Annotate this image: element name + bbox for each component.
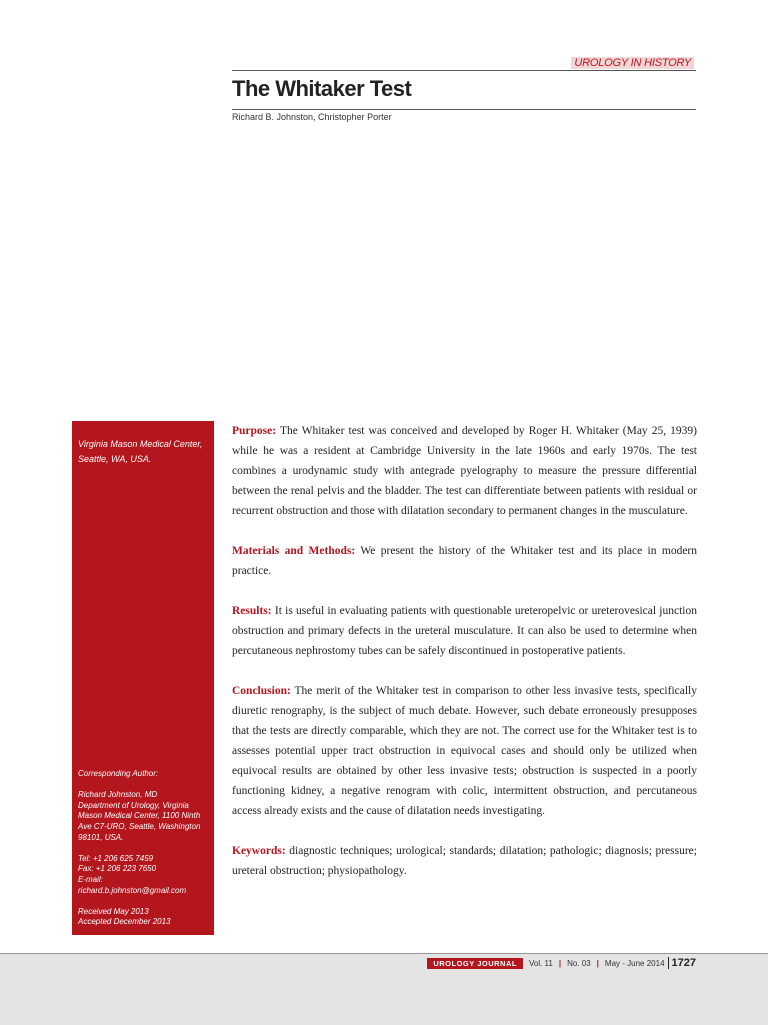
purpose-text: The Whitaker test was conceived and developed by Roger H. Whitaker (May 25, 1939) while he was a resident at Cambridge University in the late 1960s and early 1970s. The test combines a urodynamic study with antegrade pyelography to measure the pressure differential between the renal pelvis and the bladder. The test can differentiate between patients with residual or recurrent obstruction and those with dilatation secondary to permanent changes in the musculature. bbox=[232, 425, 697, 517]
correspondence-block bbox=[78, 769, 212, 928]
methods-paragraph bbox=[232, 541, 697, 581]
methods-text: We present the history of the Whitaker test and its place in modern practice. bbox=[232, 545, 698, 577]
issue-date: May - June 2014 bbox=[604, 958, 665, 968]
results-text: It is useful in evaluating patients with questionable ureteropelvic or ureterovesical junction obstruction and primary defects in the ureteral musculature. It can also be used to determine when percutaneous nephrostomy tubes can be safely discontinued in postoperative patients. bbox=[232, 605, 697, 657]
footer-bar bbox=[427, 957, 696, 969]
author-list: Richard B. Johnston, Christopher Porter bbox=[232, 112, 392, 122]
keywords-label: Keywords: bbox=[232, 845, 286, 857]
sidebar-panel bbox=[72, 421, 214, 935]
corresponding-author-label: Corresponding Author: bbox=[78, 769, 159, 778]
title-underline-rule bbox=[232, 109, 696, 110]
article-title: The Whitaker Test bbox=[232, 76, 412, 101]
affiliation-text: Virginia Mason Medical Center, Seattle, WA, USA. bbox=[78, 439, 203, 464]
submission-dates: Received May 2013 Accepted December 2013 bbox=[78, 906, 171, 927]
contact-info: Tel: +1 206 625 7459 Fax: +1 206 223 7650 E-mail: richard.b.johnston@gmail.com bbox=[78, 853, 187, 895]
section-tag: UROLOGY IN HISTORY bbox=[571, 57, 694, 69]
conclusion-label: Conclusion: bbox=[232, 685, 291, 697]
header-top-rule bbox=[232, 70, 696, 71]
purpose-label: Purpose: bbox=[232, 425, 277, 437]
corresponding-address: Richard Johnston, MD Department of Urology, Virginia Mason Medical Center, 1100 Ninth Ave C7-URO, Seattle, Washington 98101, USA. bbox=[78, 790, 201, 842]
methods-label: Materials and Methods: bbox=[232, 545, 356, 557]
results-paragraph bbox=[232, 601, 697, 661]
abstract-body bbox=[232, 421, 697, 901]
keywords-paragraph bbox=[232, 841, 697, 881]
keywords-text: diagnostic techniques; urological; standards; dilatation; pathologic; diagnosis; pressure; ureteral obstruction; physiopathology. bbox=[232, 845, 697, 877]
purpose-paragraph bbox=[232, 421, 697, 521]
separator: | bbox=[558, 958, 562, 968]
conclusion-paragraph bbox=[232, 681, 697, 821]
page-footer bbox=[0, 953, 768, 1025]
page-number: 1727 bbox=[668, 957, 696, 969]
issue-number: No. 03 bbox=[567, 958, 591, 968]
volume-label: Vol. 11 bbox=[528, 958, 553, 968]
results-label: Results: bbox=[232, 605, 272, 617]
conclusion-text: The merit of the Whitaker test in comparison to other less invasive tests, specifically diuretic renography, is the subject of much debate. However, such debate erroneously presupposes that the tests are directly comparable, which they are not. The correct use for the Whitaker test is to assesses potential upper tract obstruction in equivocal cases and should only be utilized when equivocal results are obtained by other less invasive tests; obstruction is suspected in a poorly functioning kidney, a negative renogram with colic, intermittent obstruction, and percutaneous access already exists and the cause of dilatation needs investigating. bbox=[232, 685, 697, 817]
separator: | bbox=[596, 958, 599, 968]
journal-name: UROLOGY JOURNAL bbox=[427, 958, 523, 969]
